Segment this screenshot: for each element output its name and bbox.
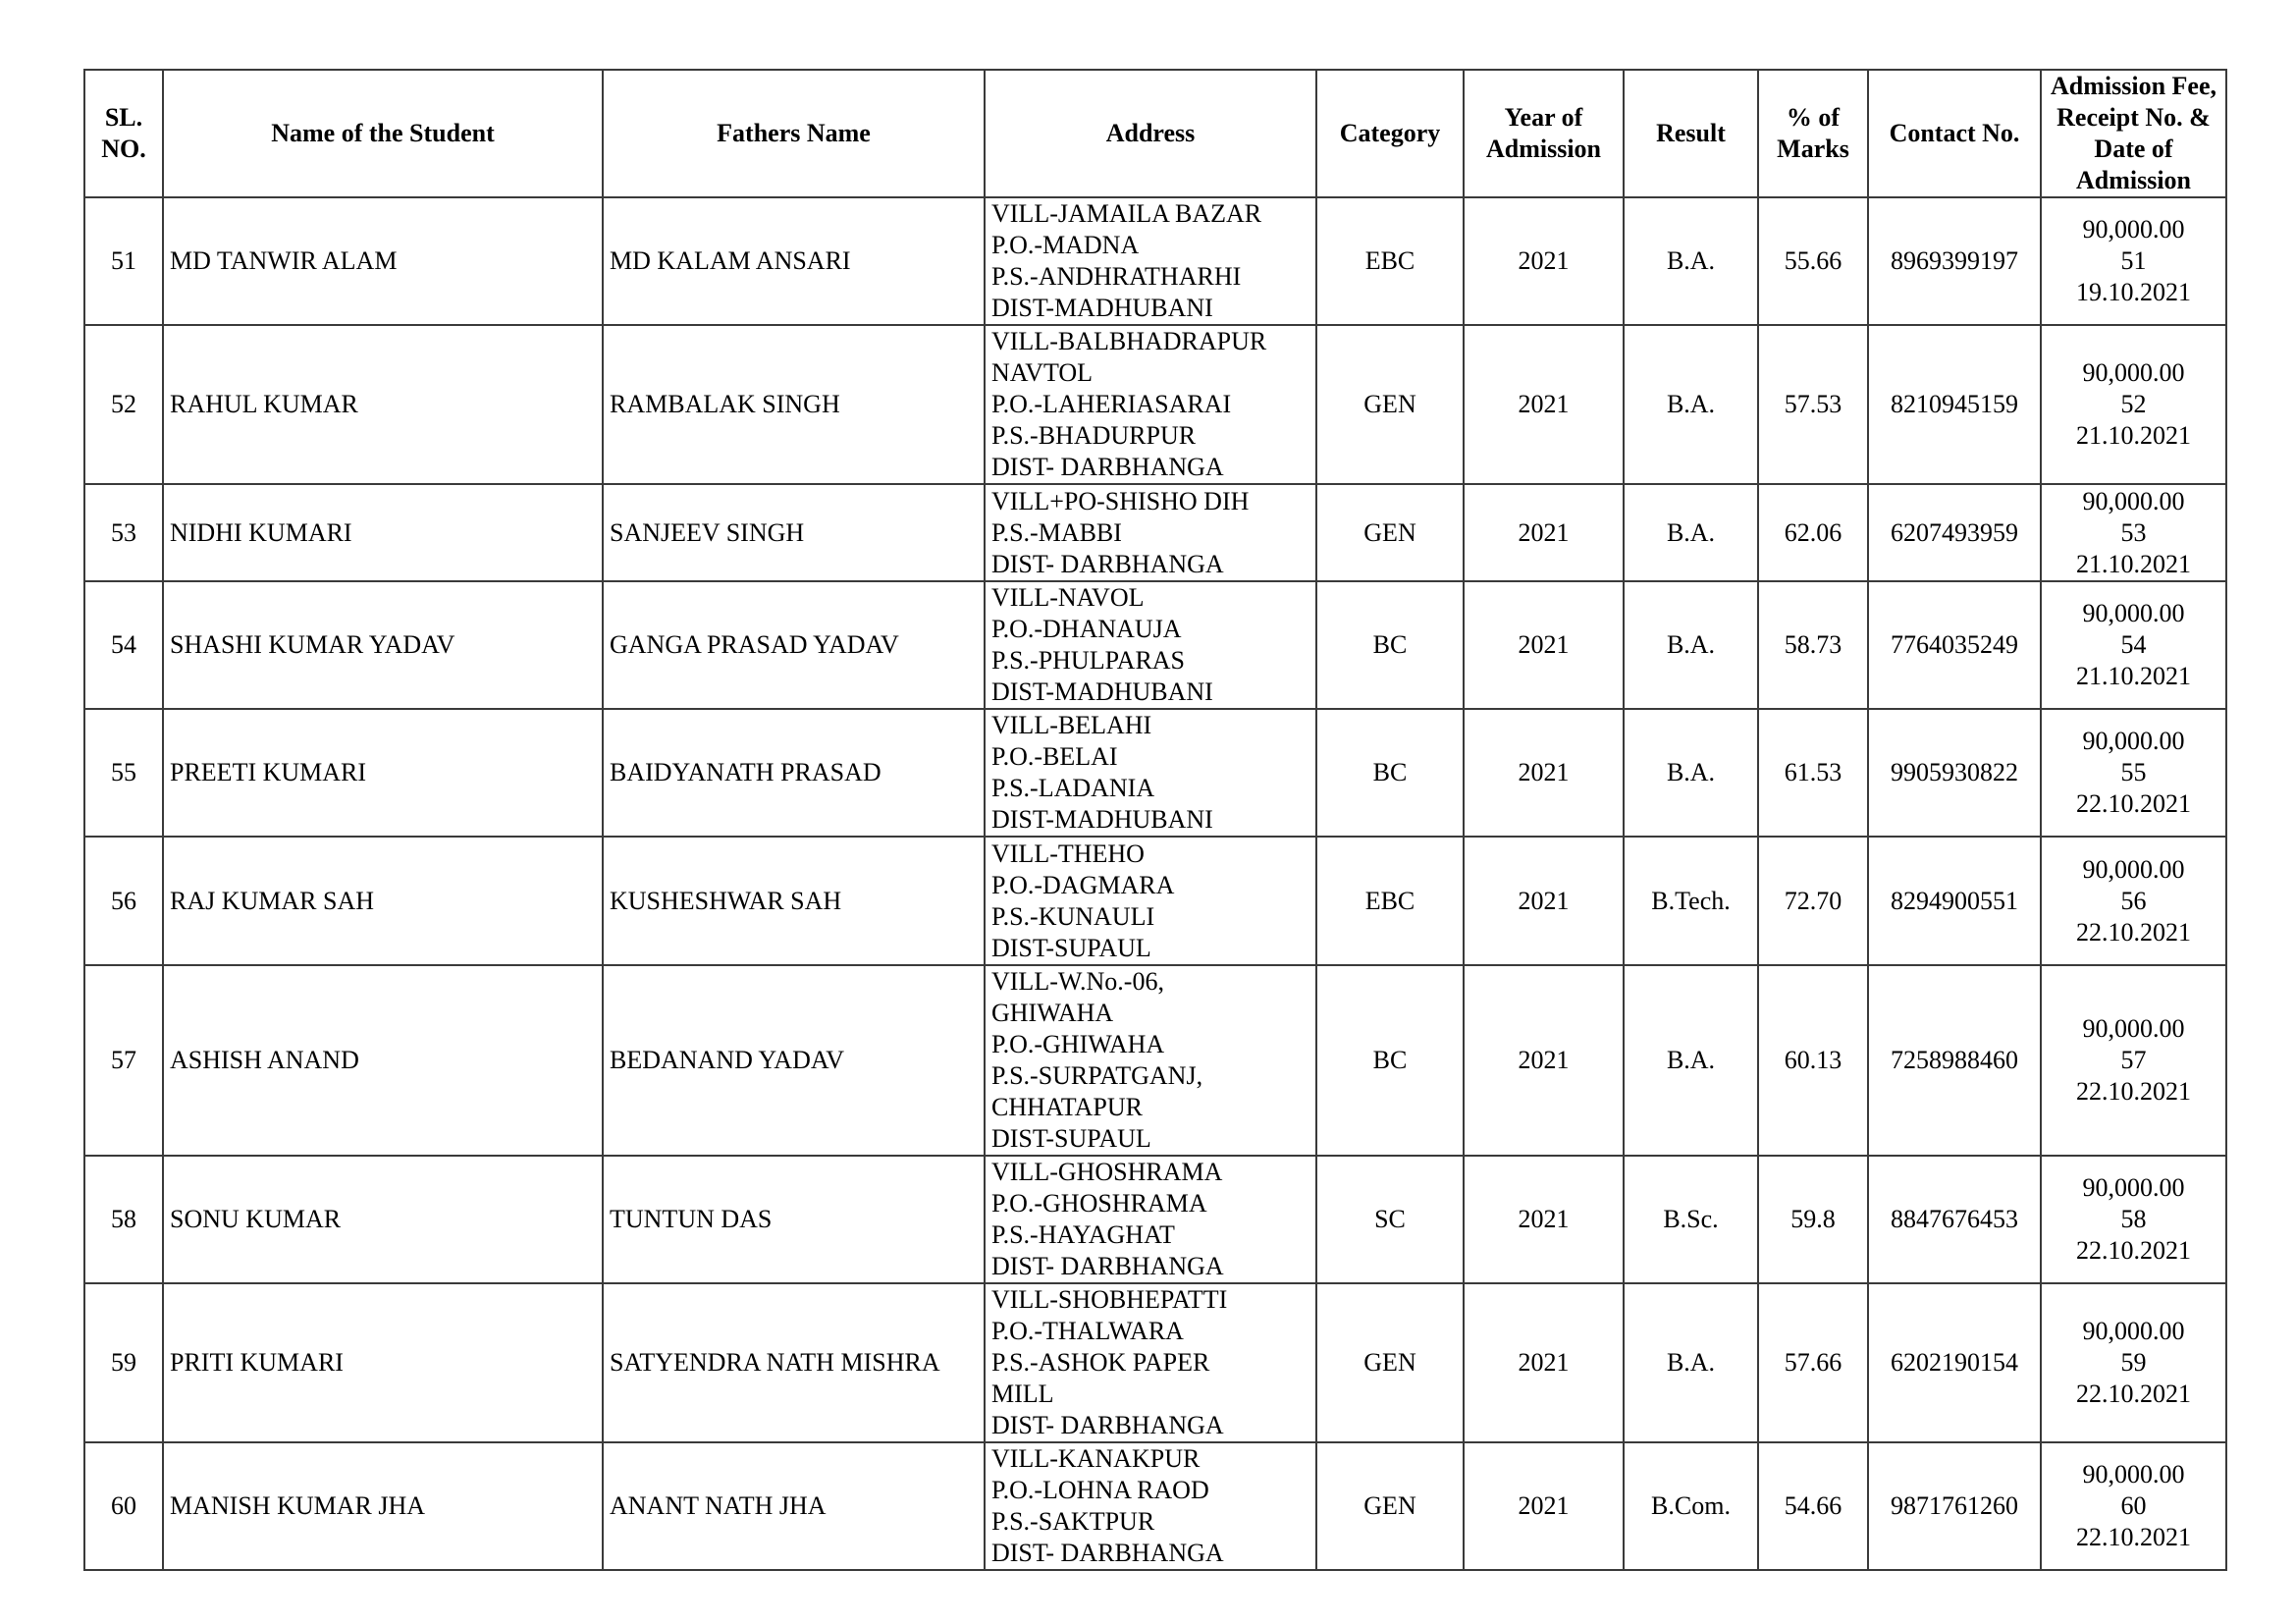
category-cell: BC [1316,709,1464,837]
table-row [84,325,2226,484]
fathers-name-cell: SATYENDRA NATH MISHRA [603,1283,985,1442]
result-cell: B.A. [1624,1283,1758,1442]
contact-cell: 8294900551 [1868,837,2041,965]
sl-no-cell: 56 [84,837,163,965]
admission-fee-cell: 90,000.00 54 21.10.2021 [2041,581,2226,709]
result-cell: B.Com. [1624,1442,1758,1570]
contact-cell: 8847676453 [1868,1156,2041,1283]
sl-no-cell: 58 [84,1156,163,1283]
sl-no-cell: 52 [84,325,163,484]
contact-cell: 9905930822 [1868,709,2041,837]
admissions-table [83,69,2227,1571]
year-cell: 2021 [1464,965,1624,1156]
sl-no-cell: 57 [84,965,163,1156]
fathers-name-cell: TUNTUN DAS [603,1156,985,1283]
result-cell: B.Tech. [1624,837,1758,965]
header-result: Result [1624,70,1758,197]
marks-cell: 57.66 [1758,1283,1868,1442]
student-name-cell: RAJ KUMAR SAH [163,837,603,965]
result-cell: B.A. [1624,325,1758,484]
student-name-cell: MD TANWIR ALAM [163,197,603,325]
admission-fee-cell: 90,000.00 57 22.10.2021 [2041,965,2226,1156]
year-cell: 2021 [1464,197,1624,325]
contact-cell: 9871761260 [1868,1442,2041,1570]
header-fathers-name: Fathers Name [603,70,985,197]
table-row [84,965,2226,1156]
category-cell: SC [1316,1156,1464,1283]
fathers-name-cell: RAMBALAK SINGH [603,325,985,484]
category-cell: EBC [1316,197,1464,325]
result-cell: B.A. [1624,484,1758,581]
admission-fee-cell: 90,000.00 51 19.10.2021 [2041,197,2226,325]
result-cell: B.A. [1624,965,1758,1156]
header-percent-marks: % of Marks [1758,70,1868,197]
fathers-name-cell: BEDANAND YADAV [603,965,985,1156]
table-row [84,1283,2226,1442]
fathers-name-cell: MD KALAM ANSARI [603,197,985,325]
contact-cell: 6207493959 [1868,484,2041,581]
year-cell: 2021 [1464,484,1624,581]
year-cell: 2021 [1464,709,1624,837]
student-name-cell: NIDHI KUMARI [163,484,603,581]
contact-cell: 8210945159 [1868,325,2041,484]
category-cell: BC [1316,965,1464,1156]
student-name-cell: SONU KUMAR [163,1156,603,1283]
header-category: Category [1316,70,1464,197]
contact-cell: 8969399197 [1868,197,2041,325]
address-cell: VILL-BALBHADRAPUR NAVTOL P.O.-LAHERIASARAI P.S.-BHADURPUR DIST- DARBHANGA [985,325,1316,484]
contact-cell: 7764035249 [1868,581,2041,709]
address-cell: VILL-SHOBHEPATTI P.O.-THALWARA P.S.-ASHOK PAPER MILL DIST- DARBHANGA [985,1283,1316,1442]
admission-fee-cell: 90,000.00 56 22.10.2021 [2041,837,2226,965]
student-name-cell: SHASHI KUMAR YADAV [163,581,603,709]
table-body [84,197,2226,1570]
contact-cell: 7258988460 [1868,965,2041,1156]
year-cell: 2021 [1464,325,1624,484]
contact-cell: 6202190154 [1868,1283,2041,1442]
admission-fee-cell: 90,000.00 52 21.10.2021 [2041,325,2226,484]
category-cell: GEN [1316,325,1464,484]
admission-fee-cell: 90,000.00 59 22.10.2021 [2041,1283,2226,1442]
result-cell: B.A. [1624,197,1758,325]
student-name-cell: PREETI KUMARI [163,709,603,837]
sl-no-cell: 60 [84,1442,163,1570]
address-cell: VILL-W.No.-06, GHIWAHA P.O.-GHIWAHA P.S.-SURPATGANJ, CHHATAPUR DIST-SUPAUL [985,965,1316,1156]
admission-fee-cell: 90,000.00 53 21.10.2021 [2041,484,2226,581]
address-cell: VILL-NAVOL P.O.-DHANAUJA P.S.-PHULPARAS DIST-MADHUBANI [985,581,1316,709]
table-row [84,484,2226,581]
admission-fee-cell: 90,000.00 55 22.10.2021 [2041,709,2226,837]
table-row [84,197,2226,325]
year-cell: 2021 [1464,1283,1624,1442]
table-row [84,1156,2226,1283]
marks-cell: 60.13 [1758,965,1868,1156]
marks-cell: 57.53 [1758,325,1868,484]
table-row [84,709,2226,837]
header-address: Address [985,70,1316,197]
table-row [84,837,2226,965]
table-row [84,1442,2226,1570]
student-name-cell: PRITI KUMARI [163,1283,603,1442]
address-cell: VILL-THEHO P.O.-DAGMARA P.S.-KUNAULI DIST-SUPAUL [985,837,1316,965]
sl-no-cell: 59 [84,1283,163,1442]
marks-cell: 54.66 [1758,1442,1868,1570]
fathers-name-cell: KUSHESHWAR SAH [603,837,985,965]
header-student-name: Name of the Student [163,70,603,197]
result-cell: B.A. [1624,709,1758,837]
address-cell: VILL-GHOSHRAMA P.O.-GHOSHRAMA P.S.-HAYAGHAT DIST- DARBHANGA [985,1156,1316,1283]
student-name-cell: MANISH KUMAR JHA [163,1442,603,1570]
address-cell: VILL-KANAKPUR P.O.-LOHNA RAOD P.S.-SAKTPUR DIST- DARBHANGA [985,1442,1316,1570]
marks-cell: 59.8 [1758,1156,1868,1283]
marks-cell: 72.70 [1758,837,1868,965]
admission-fee-cell: 90,000.00 58 22.10.2021 [2041,1156,2226,1283]
year-cell: 2021 [1464,1156,1624,1283]
marks-cell: 62.06 [1758,484,1868,581]
student-name-cell: RAHUL KUMAR [163,325,603,484]
fathers-name-cell: SANJEEV SINGH [603,484,985,581]
category-cell: EBC [1316,837,1464,965]
fathers-name-cell: GANGA PRASAD YADAV [603,581,985,709]
admission-fee-cell: 90,000.00 60 22.10.2021 [2041,1442,2226,1570]
table-row [84,581,2226,709]
year-cell: 2021 [1464,581,1624,709]
sl-no-cell: 51 [84,197,163,325]
result-cell: B.A. [1624,581,1758,709]
category-cell: GEN [1316,1283,1464,1442]
fathers-name-cell: ANANT NATH JHA [603,1442,985,1570]
address-cell: VILL-BELAHI P.O.-BELAI P.S.-LADANIA DIST-MADHUBANI [985,709,1316,837]
marks-cell: 58.73 [1758,581,1868,709]
header-year-of-admission: Year of Admission [1464,70,1624,197]
header-admission-fee: Admission Fee, Receipt No. & Date of Admission [2041,70,2226,197]
marks-cell: 61.53 [1758,709,1868,837]
sl-no-cell: 55 [84,709,163,837]
address-cell: VILL-JAMAILA BAZAR P.O.-MADNA P.S.-ANDHRATHARHI DIST-MADHUBANI [985,197,1316,325]
marks-cell: 55.66 [1758,197,1868,325]
category-cell: GEN [1316,484,1464,581]
year-cell: 2021 [1464,837,1624,965]
year-cell: 2021 [1464,1442,1624,1570]
header-row [84,70,2226,197]
address-cell: VILL+PO-SHISHO DIH P.S.-MABBI DIST- DARBHANGA [985,484,1316,581]
student-name-cell: ASHISH ANAND [163,965,603,1156]
header-contact-no: Contact No. [1868,70,2041,197]
result-cell: B.Sc. [1624,1156,1758,1283]
header-sl-no: SL. NO. [84,70,163,197]
fathers-name-cell: BAIDYANATH PRASAD [603,709,985,837]
sl-no-cell: 53 [84,484,163,581]
category-cell: BC [1316,581,1464,709]
sl-no-cell: 54 [84,581,163,709]
category-cell: GEN [1316,1442,1464,1570]
